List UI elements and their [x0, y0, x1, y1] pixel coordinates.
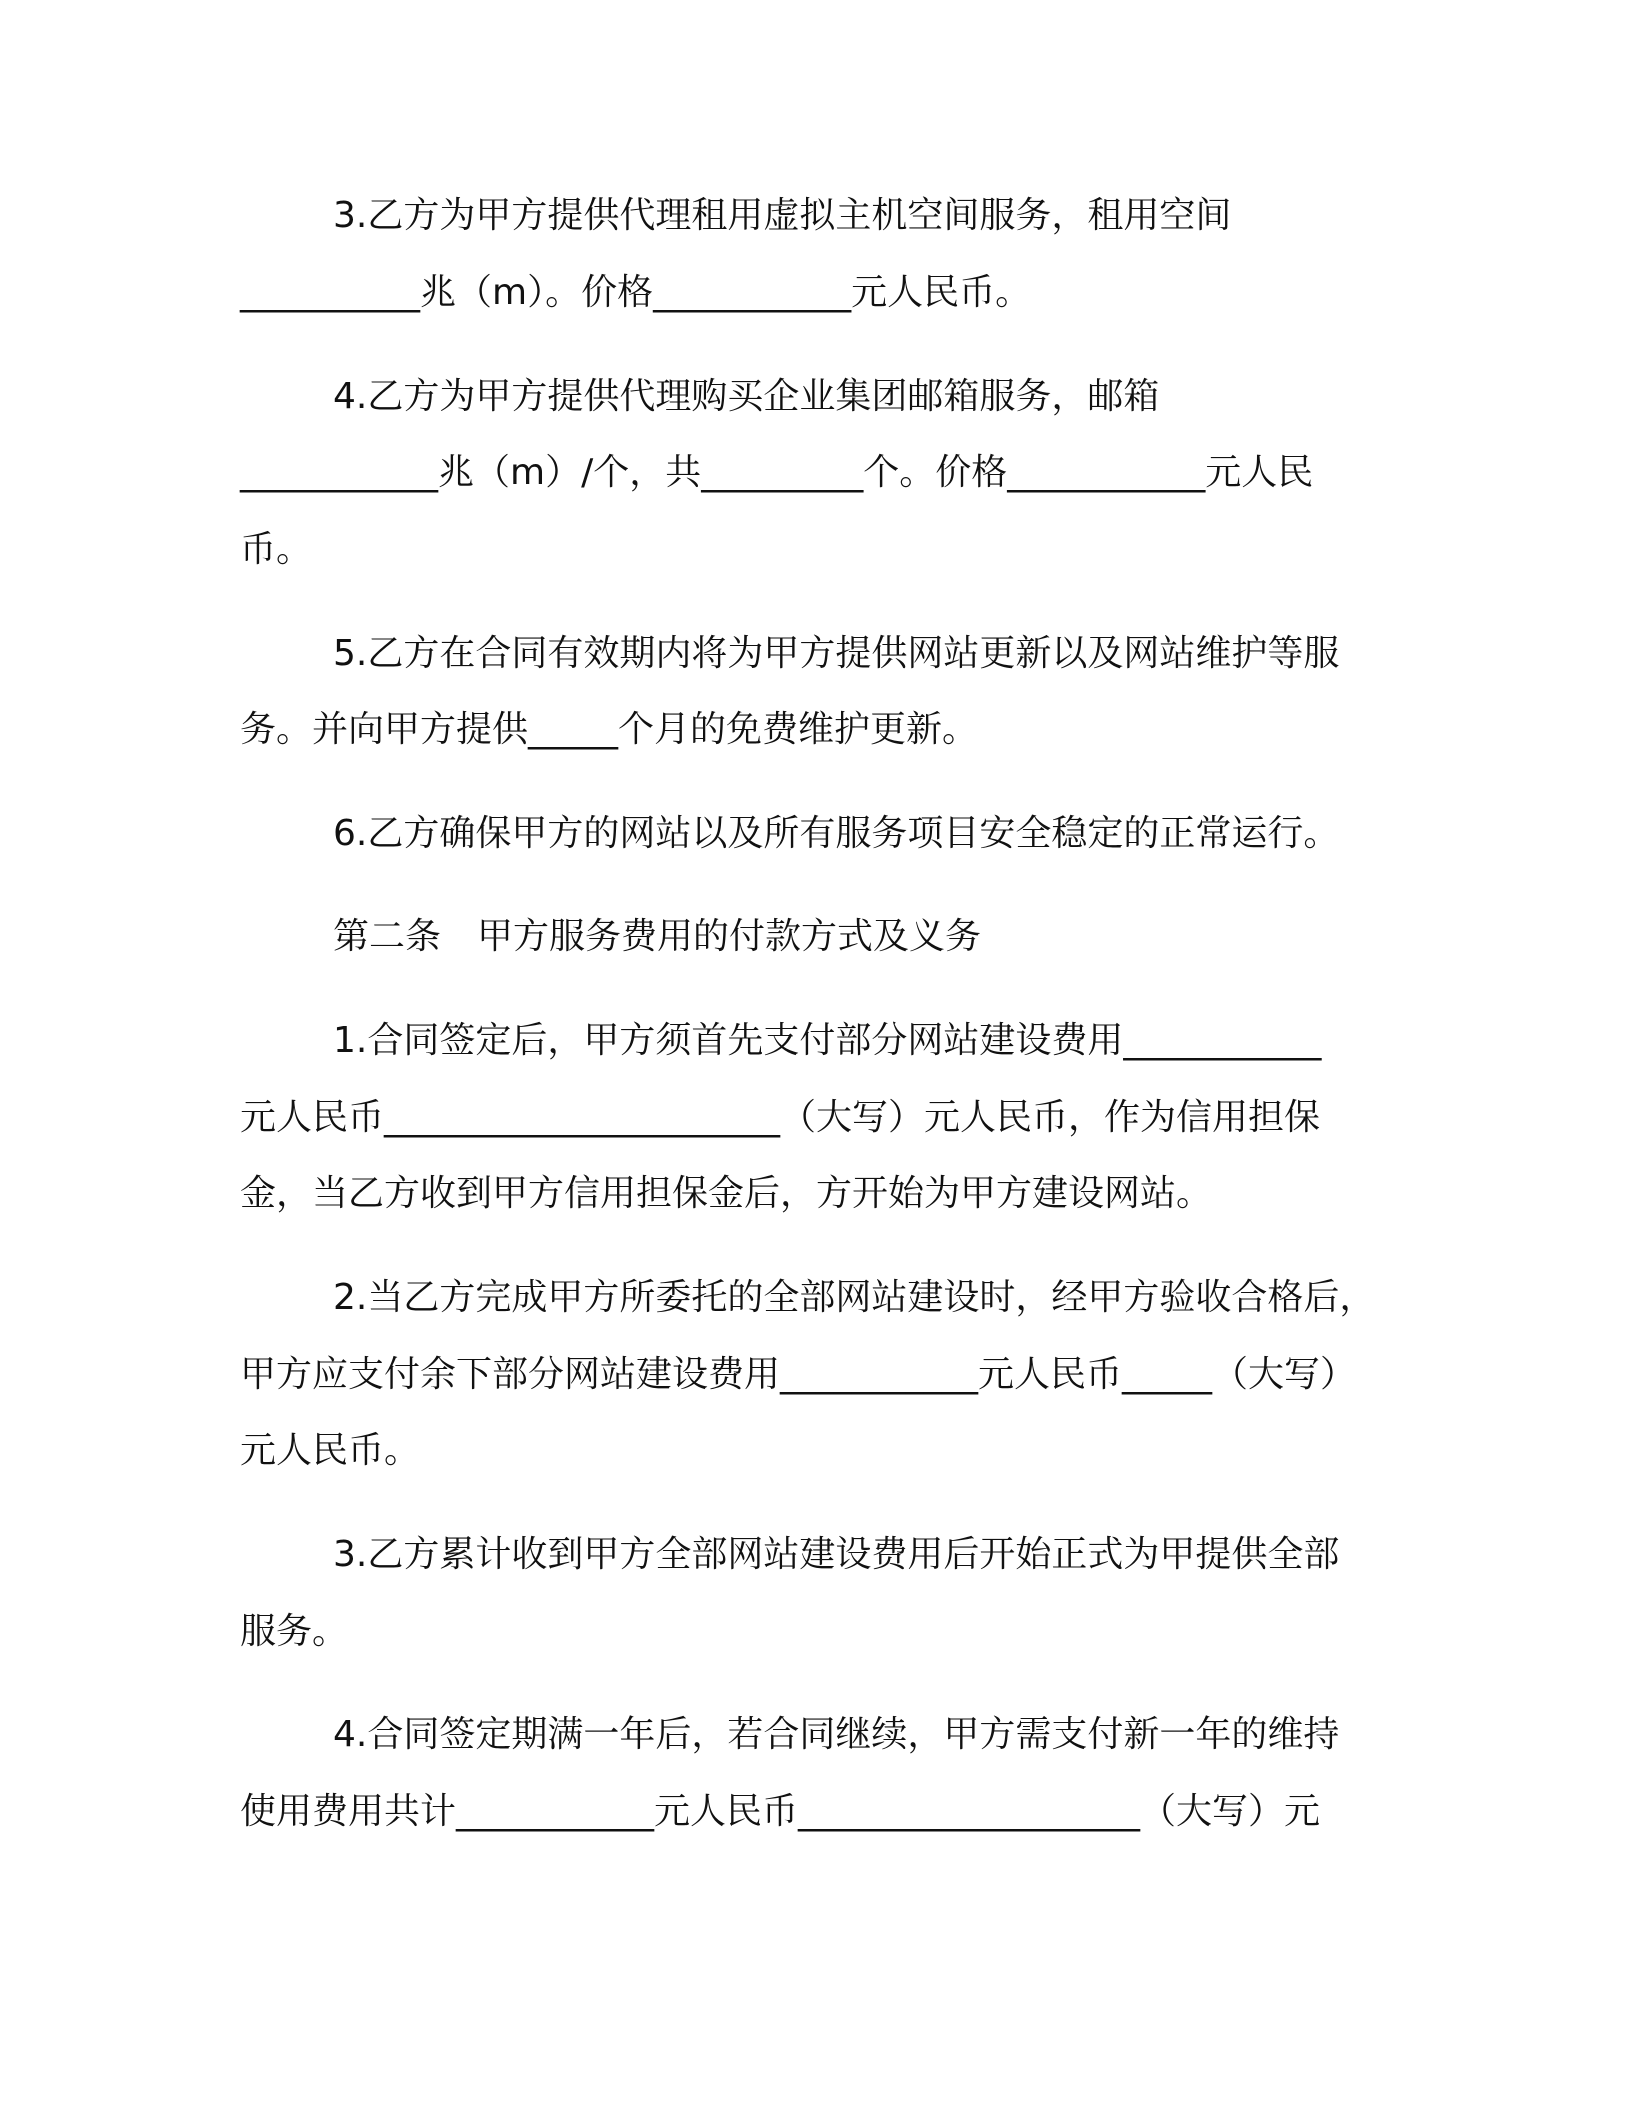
- payment-1-line-1: 1.合同签定后，甲方须首先支付部分网站建设费用___________: [333, 1020, 1322, 1061]
- payment-2-line-1: 2.当乙方完成甲方所委托的全部网站建设时，经甲方验收合格后，: [333, 1277, 1376, 1318]
- payment-3-line-1: 3.乙方累计收到甲方全部网站建设费用后开始正式为甲提供全部: [333, 1534, 1340, 1575]
- clause-4-line-3: 币。: [240, 529, 313, 570]
- payment-2-line-3: 元人民币。: [240, 1430, 421, 1471]
- clause-6-line-1: 6.乙方确保甲方的网站以及所有服务项目安全稳定的正常运行。: [333, 813, 1340, 854]
- payment-4-line-1: 4.合同签定期满一年后，若合同继续，甲方需支付新一年的维持: [333, 1714, 1340, 1755]
- payment-3-line-2: 服务。: [240, 1611, 349, 1652]
- payment-1-line-3: 金，当乙方收到甲方信用担保金后，方开始为甲方建设网站。: [240, 1173, 1213, 1214]
- clause-4-line-1: 4.乙方为甲方提供代理购买企业集团邮箱服务，邮箱: [333, 376, 1160, 417]
- clause-3-line-1: 3.乙方为甲方提供代理租用虚拟主机空间服务，租用空间: [333, 195, 1232, 236]
- section-heading: 第二条 甲方服务费用的付款方式及义务: [333, 916, 982, 957]
- payment-4-line-2: 使用费用共计___________元人民币___________________（大写）元: [240, 1791, 1321, 1832]
- payment-1-line-2: 元人民币______________________（大写）元人民币，作为信用担保: [240, 1097, 1321, 1138]
- payment-2-line-2: 甲方应支付余下部分网站建设费用___________元人民币_____（大写）: [240, 1354, 1357, 1395]
- clause-5-line-1: 5.乙方在合同有效期内将为甲方提供网站更新以及网站维护等服: [333, 633, 1340, 674]
- clause-3-line-2: __________兆（m）。价格___________元人民币。: [240, 272, 1032, 313]
- clause-4-line-2: ___________兆（m）/个，共_________个。价格___________元人民: [240, 452, 1314, 493]
- clause-5-line-2: 务。并向甲方提供_____个月的免费维护更新。: [240, 709, 979, 750]
